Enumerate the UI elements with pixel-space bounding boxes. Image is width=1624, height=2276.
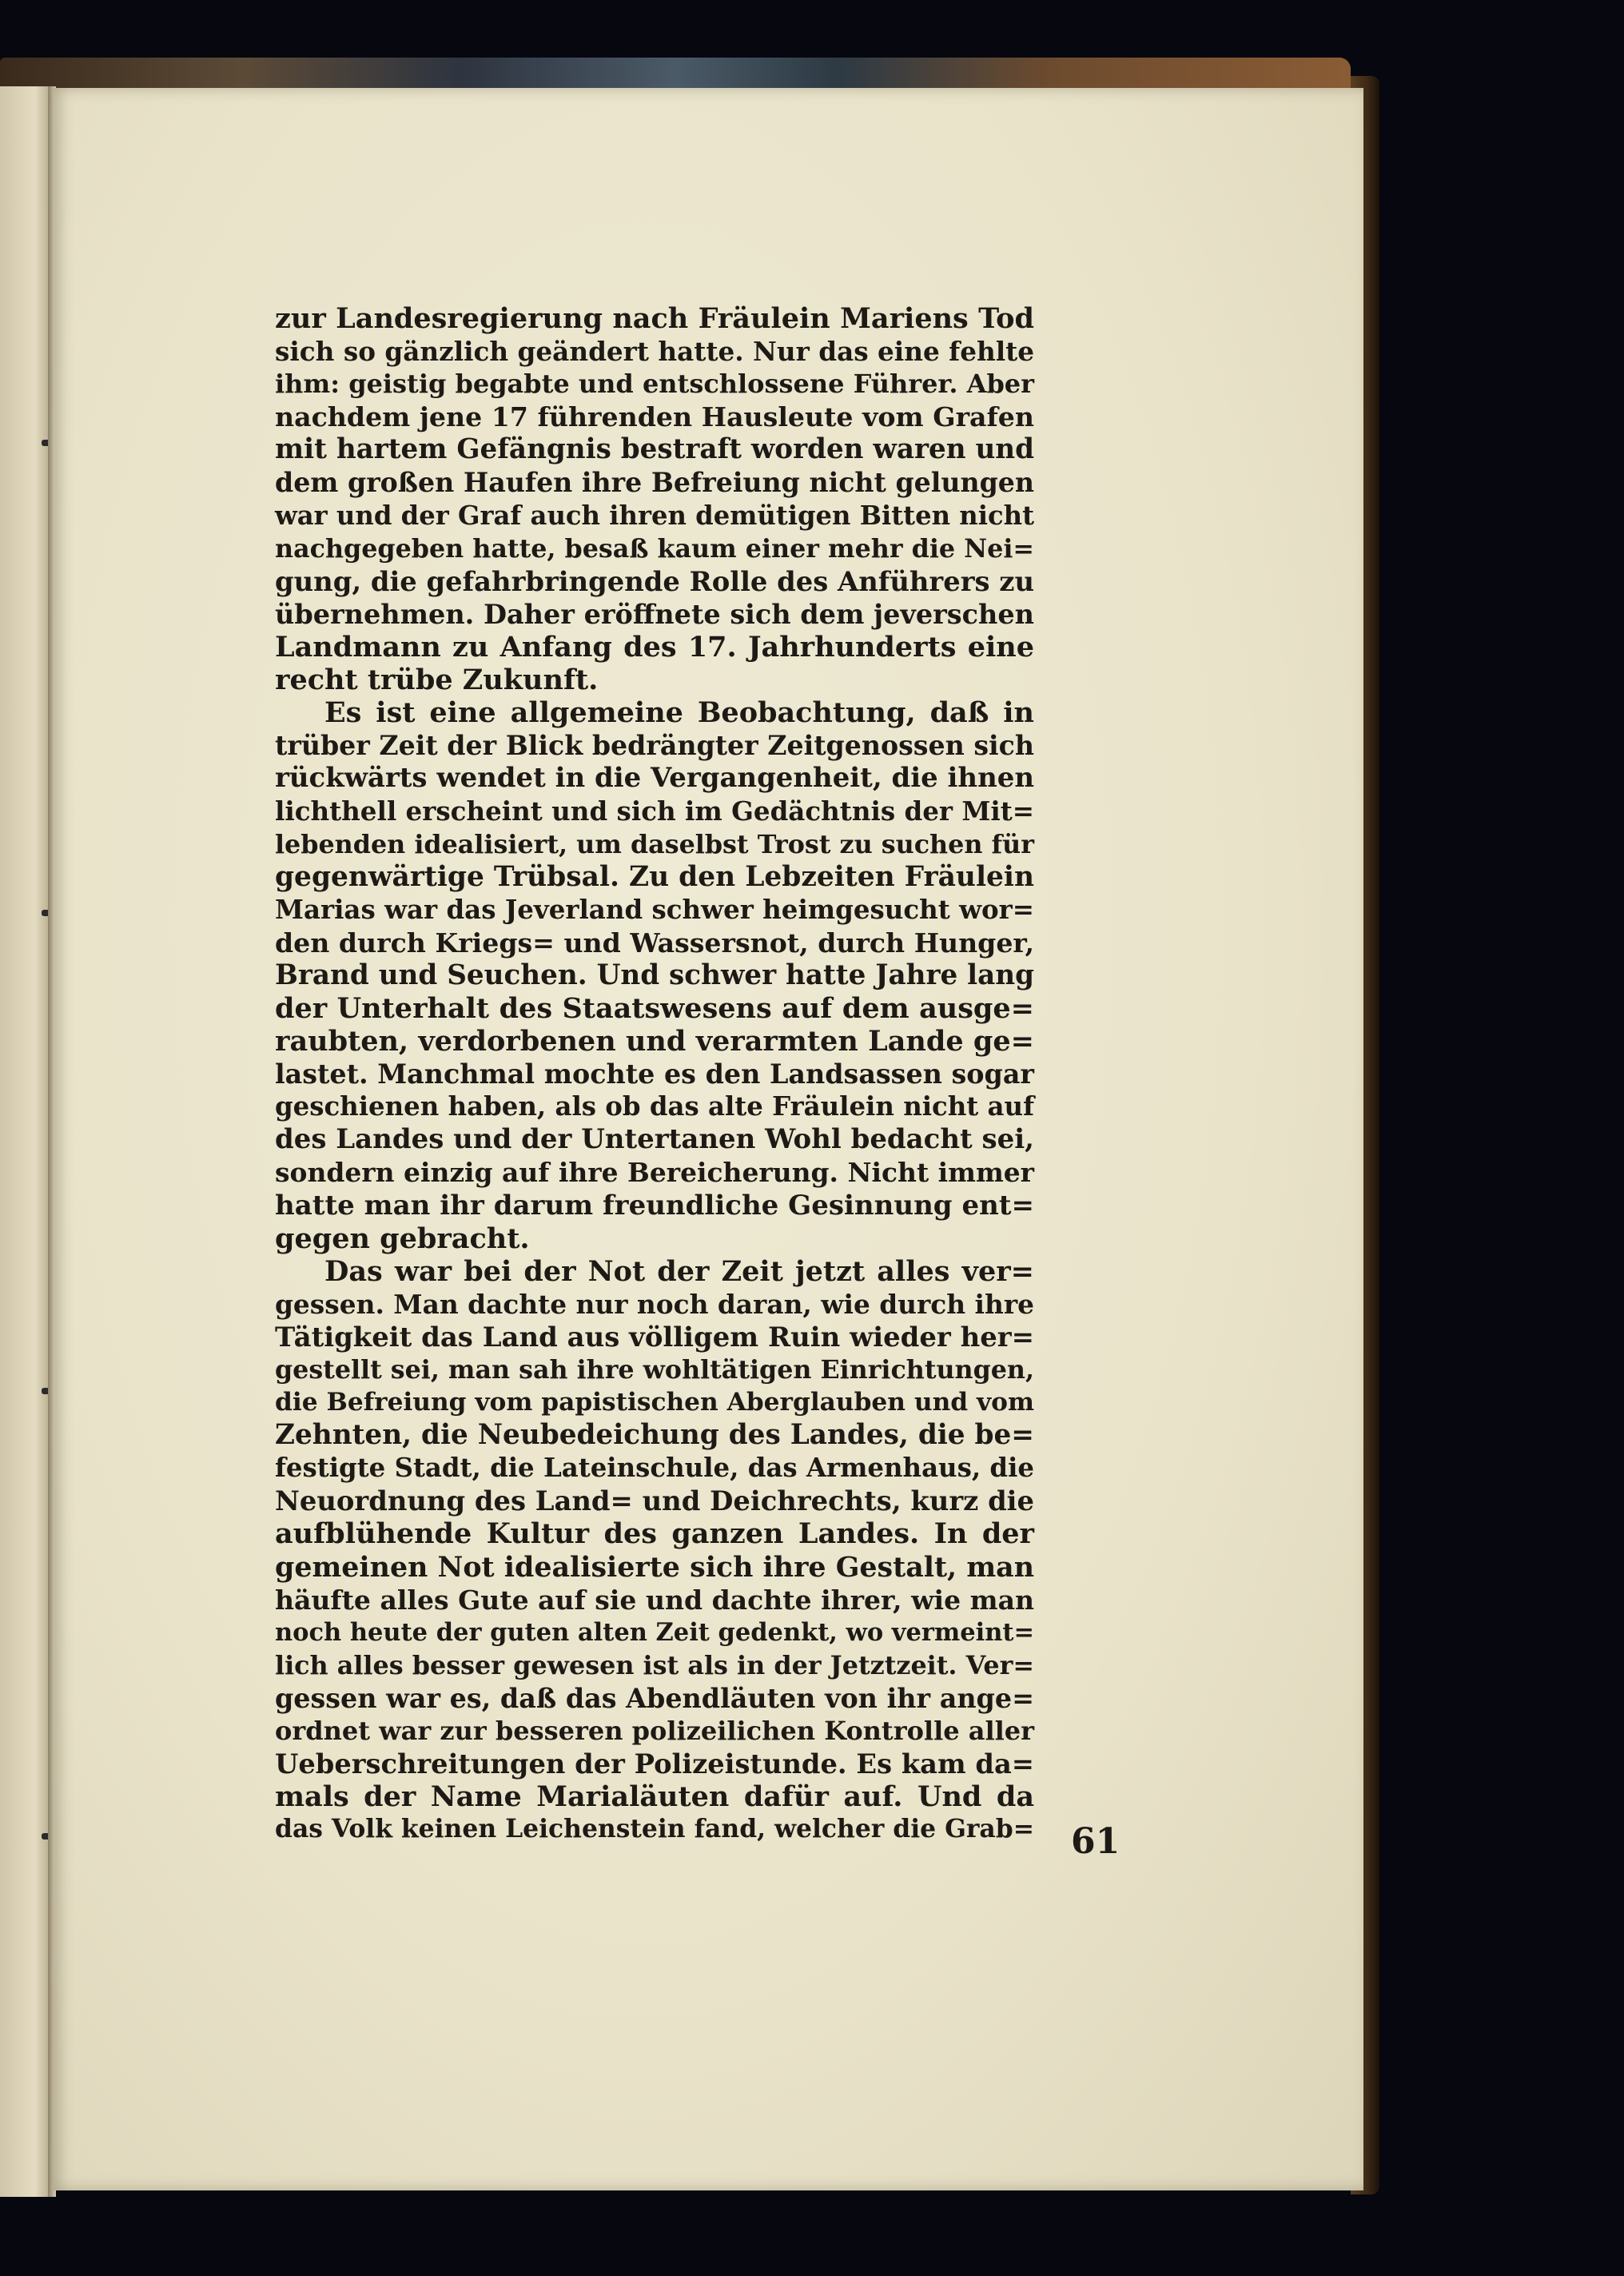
text-line: häufte alles Gute auf sie und dachte ihrer, wie man <box>275 1584 1034 1616</box>
text-line: mals der Name Marialäuten dafür auf. Und da <box>275 1780 1034 1814</box>
text-line: den durch Kriegs= und Wassersnot, durch Hunger, <box>275 927 1034 959</box>
facing-page-edge <box>0 86 50 2197</box>
text-line: gessen. Man dachte nur noch daran, wie durch ihre <box>275 1288 1034 1320</box>
text-line: lebenden idealisiert, um daselbst Trost zu suchen für <box>275 829 1034 859</box>
text-line: übernehmen. Daher eröffnete sich dem jeverschen <box>275 598 1034 630</box>
text-line: lich alles besser gewesen ist als in der Jetztzeit. Ver= <box>275 1649 1034 1680</box>
text-line: Marias war das Jeverland schwer heimgesucht wor= <box>275 894 1034 925</box>
text-line: raubten, verdorbenen und verarmten Lande ge= <box>275 1025 1034 1058</box>
text-line: zur Landesregierung nach Fräulein Mariens Tod <box>275 302 1034 335</box>
text-line: gemeinen Not idealisierte sich ihre Gestalt, man <box>275 1550 1034 1584</box>
text-line: Landmann zu Anfang des 17. Jahrhunderts eine <box>275 630 1034 664</box>
text-line: sondern einzig auf ihre Bereicherung. Nicht immer <box>275 1157 1034 1189</box>
text-line: das Volk keinen Leichenstein fand, welcher die Grab= <box>275 1815 1034 1844</box>
text-line: festigte Stadt, die Lateinschule, das Armenhaus, die <box>275 1453 1034 1484</box>
text-line: mit hartem Gefängnis bestraft worden waren und <box>275 433 1034 466</box>
text-line: trüber Zeit der Blick bedrängter Zeitgenossen sich <box>275 730 1034 762</box>
page-text-block <box>275 302 1034 1846</box>
text-line: gessen war es, daß das Abendläuten von ihr ange= <box>275 1682 1034 1714</box>
text-line: lastet. Manchmal mochte es den Landsassen sogar <box>275 1058 1034 1090</box>
paragraph-end-line: gegen gebracht. <box>275 1222 530 1255</box>
text-line: noch heute der guten alten Zeit gedenkt, wo vermeint= <box>275 1617 1034 1647</box>
paragraph-first-line: Das war bei der Not der Zeit jetzt alles ver= <box>324 1254 1034 1288</box>
text-line: dem großen Haufen ihre Befreiung nicht gelungen <box>275 467 1034 499</box>
paragraph-first-line: Es ist eine allgemeine Beobachtung, daß in <box>324 696 1034 730</box>
text-line: Ueberschreitungen der Polizeistunde. Es kam da= <box>275 1748 1034 1780</box>
text-line: Brand und Seuchen. Und schwer hatte Jahre lang <box>275 959 1034 991</box>
text-line: aufblühende Kultur des ganzen Landes. In der <box>275 1517 1034 1551</box>
text-line: gegenwärtige Trübsal. Zu den Lebzeiten Fräulein <box>275 860 1034 893</box>
text-line: der Unterhalt des Staatswesens auf dem ausge= <box>275 991 1034 1025</box>
text-line: Neuordnung des Land= und Deichrechts, kurz die <box>275 1485 1034 1517</box>
paragraph-end-line: recht trübe Zukunft. <box>275 664 599 697</box>
text-line: war und der Graf auch ihren demütigen Bitten nicht <box>275 500 1034 531</box>
text-line: nachdem jene 17 führenden Hausleute vom Grafen <box>275 401 1034 433</box>
text-line: nachgegeben hatte, besaß kaum einer mehr die Nei= <box>275 533 1034 564</box>
text-line: Tätigkeit das Land aus völligem Ruin wieder her= <box>275 1320 1034 1353</box>
page-number: 61 <box>1071 1821 1120 1862</box>
text-line: des Landes und der Untertanen Wohl bedacht sei, <box>275 1123 1034 1156</box>
text-line: Zehnten, die Neubedeichung des Landes, die be= <box>275 1419 1034 1452</box>
text-line: lichthell erscheint und sich im Gedächtnis der Mit= <box>275 795 1034 827</box>
text-line: ihm: geistig begabte und entschlossene Führer. Aber <box>275 369 1034 400</box>
text-line: gestellt sei, man sah ihre wohltätigen Einrichtungen, <box>275 1355 1034 1385</box>
text-line: geschienen haben, als ob das alte Fräulein nicht auf <box>275 1091 1034 1122</box>
text-line: sich so gänzlich geändert hatte. Nur das eine fehlte <box>275 336 1034 368</box>
text-line: rückwärts wendet in die Vergangenheit, die ihnen <box>275 762 1034 795</box>
text-line: die Befreiung vom papistischen Aberglauben und vom <box>275 1388 1034 1417</box>
text-line: ordnet war zur besseren polizeilichen Kontrolle aller <box>275 1716 1034 1747</box>
text-line: gung, die gefahrbringende Rolle des Anführers zu <box>275 564 1034 597</box>
text-line: hatte man ihr darum freundliche Gesinnung ent= <box>275 1189 1034 1222</box>
